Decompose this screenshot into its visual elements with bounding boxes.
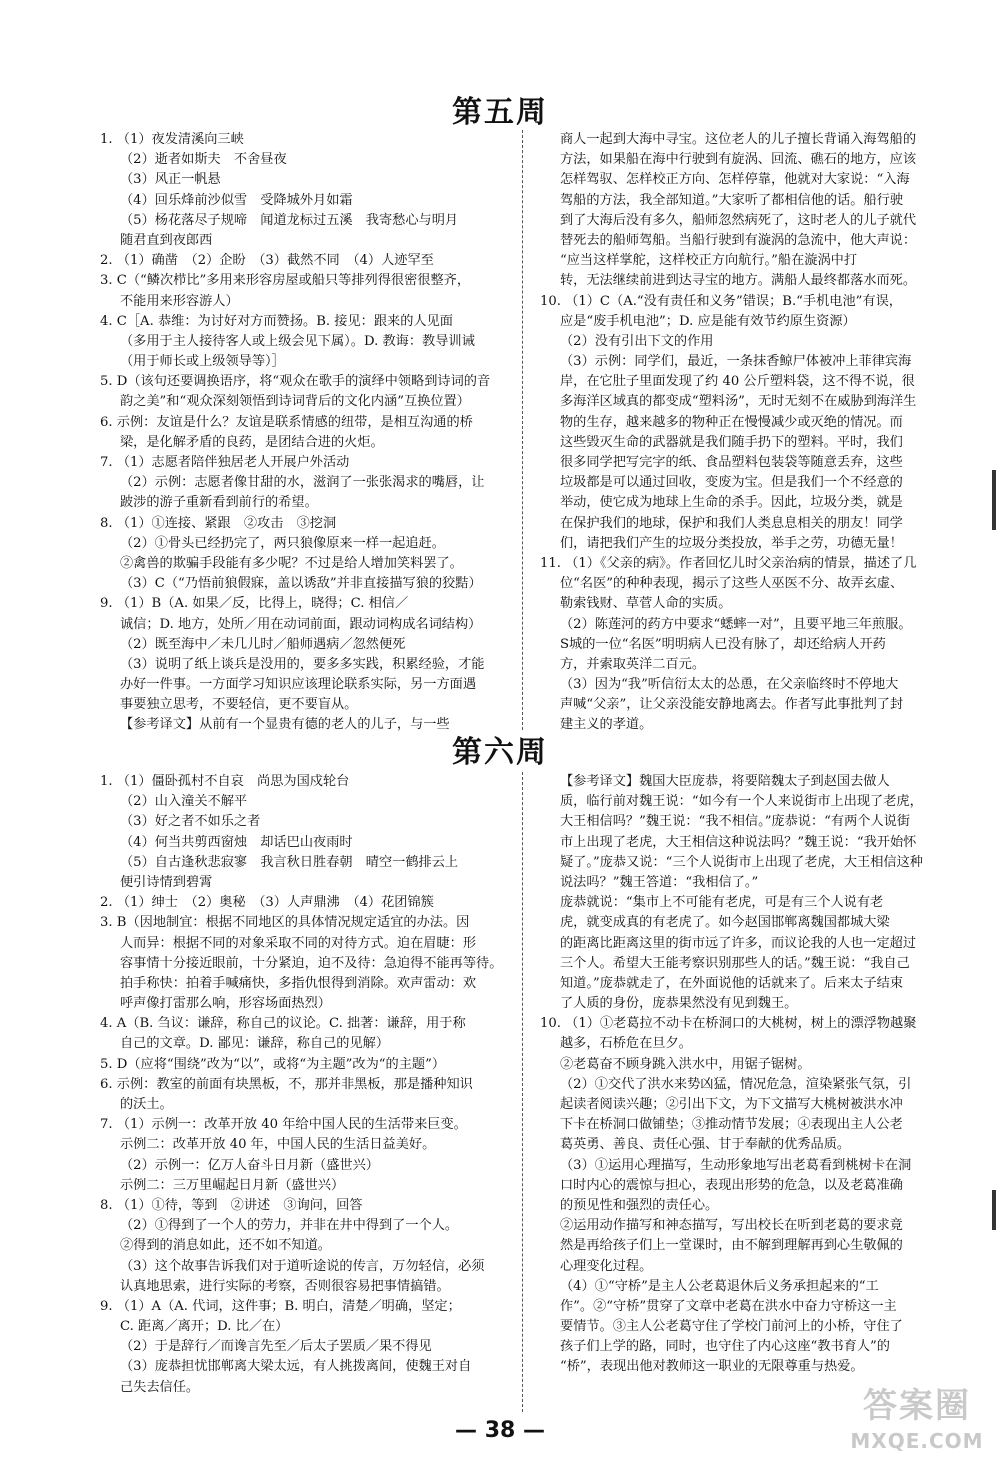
text-line: 7. （1）志愿者陪伴独居老人开展户外活动 — [100, 455, 350, 470]
text-line: 了人质的身份，庞恭果然没有见到魏王。 — [560, 996, 798, 1012]
text-line: 随君直到夜郎西 — [120, 232, 213, 248]
text-line: 然是再给孩子们上一堂课时，由不解到理解再到心生敬佩的 — [560, 1238, 903, 1254]
text-line: （多用于主人接待客人或上级会见下属）。D. 教诲：教导训诫 — [120, 333, 475, 349]
text-line: 4. A（B. 刍议：谦辞，称自己的议论。C. 拙著：谦辞，用于称 — [100, 1016, 466, 1032]
text-line: 心理变化过程。 — [560, 1258, 653, 1274]
watermark-logo — [842, 1382, 992, 1460]
text-line: 9. （1）A（A. 代词，这件事；B. 明白，清楚／明确，坚定； — [100, 1298, 461, 1314]
text-line: 自己的文章。D. 鄙见：谦辞，称自己的见解） — [120, 1036, 390, 1052]
text-line: 人而异：根据不同的对象采取不同的对待方式。迫在眉睫：形 — [120, 935, 477, 951]
text-line: “应当这样掌舵，这样校正方向航行。”船在漩涡中打 — [560, 253, 858, 269]
text-line: （3）风正一帆悬 — [120, 172, 221, 188]
text-line: 拍手称快：拍着手喊痛快，多指仇恨得到消除。欢声雷动：欢 — [120, 975, 477, 991]
week6-left-column — [100, 772, 505, 1398]
watermark-logo-text: 答案圈 — [863, 1386, 971, 1426]
text-line: 容事情十分接近眼前，十分紧迫，迫不及待：急迫得不能再等待。 — [120, 955, 503, 971]
edge-mark — [992, 1190, 996, 1230]
text-line: （5）杨花落尽子规啼 闻道龙标过五溪 我寄愁心与明月 — [120, 212, 459, 228]
text-line: 10. （1）①老葛拉不动卡在桥洞口的大桃树，树上的漂浮物越聚 — [540, 1016, 917, 1032]
text-line: 不能用来形容游人） — [120, 293, 239, 309]
text-line: ②得到的消息如此，还不如不知道。 — [120, 1238, 331, 1254]
text-line: S城的一位“名医”明明病人已没有脉了，却还给病人开药 — [560, 636, 886, 652]
text-line: 4. C［A. 恭维：为讨好对方而赞扬。B. 接见：跟来的人见面 — [100, 313, 453, 329]
text-line: （3）说明了纸上谈兵是没用的，要多多实践，积累经验，才能 — [120, 656, 485, 672]
text-line: 6. 示例：友谊是什么？友谊是联系情感的纽带，是相互沟通的桥 — [100, 414, 473, 430]
text-line: （2）①骨头已经扔完了，两只狼像原来一样一起追赶。 — [120, 535, 445, 551]
text-line: 6. 示例：教室的前面有块黑板，不，那并非黑板，那是播种知识 — [100, 1076, 473, 1092]
text-line: （3）庞恭担忧邯郸离大梁太远，有人挑拨离间，使魏王对自 — [120, 1359, 472, 1375]
text-line: （5）自古逢秋悲寂寥 我言秋日胜春朝 晴空一鹤排云上 — [120, 854, 459, 870]
text-line: 方法，如果船在海中行驶到有旋涡、回流、礁石的地方，应该 — [560, 152, 917, 168]
text-line: 事要独立思考，不要轻信，更不要盲从。 — [120, 697, 358, 713]
text-line: （2）示例：志愿者像甘甜的水，滋润了一张张渴求的嘴唇，让 — [120, 475, 485, 491]
text-line: 孩子们上学的路，同时，也守住了内心这座“教书育人”的 — [560, 1339, 890, 1355]
text-line: 跛涉的游子重新看到前行的希望。 — [120, 495, 318, 511]
text-line: 己失去信任。 — [120, 1379, 200, 1395]
text-line: 垃圾都是可以通过回收，变废为宝。但是我们一个不经意的 — [560, 475, 903, 491]
text-line: 8. （1）①待，等到 ②讲述 ③询问，回答 — [100, 1197, 363, 1213]
text-line: “桥”，表现出他对教师这一职业的无限尊重与热爱。 — [560, 1359, 864, 1375]
text-line: 怎样驾驭、怎样校正方向、怎样停靠，他就对大家说：“入海 — [560, 172, 910, 188]
text-line: 位“名医”的种种表现，揭示了这些人巫医不分、故弄玄虚、 — [560, 576, 904, 592]
text-line: 很多同学把写完字的纸、食品塑料包装袋等随意丢弃，这些 — [560, 455, 903, 470]
text-line: 起读者阅读兴趣；②引出下文，为下文描写大桃树被洪水冲 — [560, 1097, 903, 1112]
text-line: 们，请把我们产生的垃圾分类投放，举手之劳，功德无量！ — [560, 535, 903, 551]
text-line: 这些毁灭生命的武器就是我们随手扔下的塑料。平时，我们 — [560, 434, 903, 450]
text-line: 2. （1）确凿 （2）企盼 （3）截然不同 （4）人迹罕至 — [100, 253, 434, 269]
text-line: 大王相信吗？”魏王说：“我不相信。”庞恭说：“有两个人说街 — [560, 814, 911, 830]
text-line: 9. （1）B（A. 如果／反，比得上，晓得；C. 相信／ — [100, 596, 409, 612]
text-line: 3. C（“鳞次栉比”多用来形容房屋或船只等排列得很密很整齐， — [100, 273, 471, 289]
text-line: 方，并索取英洋二百元。 — [560, 656, 706, 672]
text-line: 三个人。希望大王能考察识别那些人的话。”魏王说：“我自己 — [560, 955, 910, 971]
text-line: 葛英勇、善良、责任心强、甘于奉献的优秀品质。 — [560, 1137, 851, 1153]
text-line: （用于师长或上级领导等）］ — [120, 354, 285, 370]
text-line: 的沃土。 — [120, 1097, 173, 1112]
text-line: 1. （1）僵卧孤村不自哀 尚思为国戍轮台 — [100, 774, 350, 789]
text-line: （2）于是辞行／而谗言先至／后太子罢质／果不得见 — [120, 1339, 432, 1355]
text-line: （2）没有引出下文的作用 — [560, 333, 714, 349]
text-line: 在保护我们的地球，保护和我们人类息息相关的朋友！同学 — [560, 515, 903, 531]
text-line: （3）这个故事告诉我们对于道听途说的传言，万勿轻信，必须 — [120, 1258, 485, 1274]
text-line: 11. （1）《父亲的病》。作者回忆儿时父亲治病的情景，描述了几 — [540, 555, 917, 571]
text-line: ②老葛奋不顾身跳入洪水中，用锯子锯树。 — [560, 1056, 811, 1072]
text-line: 认真地思索，进行实际的考察，否则很容易把事情搞错。 — [120, 1278, 450, 1294]
text-line: 2. （1）绅士 （2）奥秘 （3）人声鼎沸 （4）花团锦簇 — [100, 895, 434, 911]
column-divider — [522, 772, 523, 1412]
text-line: 建主义的孝道。 — [560, 717, 653, 733]
text-line: （3）①运用心理描写，生动形象地写出老葛看到桃树卡在洞 — [560, 1157, 912, 1173]
text-line: 办好一件事。一方面学习知识应该理论联系实际，另一方面遇 — [120, 677, 477, 693]
text-line: 声喊“父亲”，让父亲没能安静地离去。作者写此事批判了封 — [560, 697, 904, 713]
text-line: 的预见性和强烈的责任心。 — [560, 1197, 719, 1213]
text-line: （4）回乐烽前沙似雪 受降城外月如霜 — [120, 192, 353, 208]
text-line: （3）好之者不如乐之者 — [120, 814, 261, 830]
text-line: 诚信；D. 地方，处所／用在动词前面，跟动词构成名词结构） — [120, 616, 482, 632]
text-line: 口时内心的震惊与担心，表现出形势的危急，以及老葛准确 — [560, 1177, 903, 1193]
text-line: 10. （1）C（A.“没有责任和义务”错误；B.“手机电池”有误， — [540, 293, 902, 309]
column-divider — [522, 130, 523, 730]
text-line: 【参考译文】从前有一个显贵有德的老人的儿子，与一些 — [120, 717, 450, 733]
page-number: — 38 — — [455, 1418, 545, 1443]
text-line: 8. （1）①连接、紧跟 ②攻击 ③挖洞 — [100, 515, 337, 531]
text-line: 质，临行前对魏王说：“如今有一个人来说街市上出现了老虎， — [560, 794, 923, 810]
text-line: 3. B（因地制宜：根据不同地区的具体情况规定适宜的办法。因 — [100, 915, 470, 931]
text-line: （2）①交代了洪水来势凶猛，情况危急，渲染紧张气氛，引 — [560, 1076, 912, 1092]
week5-left-column — [100, 130, 505, 736]
text-line: 要情节。③主人公老葛守住了学校门前河上的小桥，守住了 — [560, 1319, 903, 1335]
text-line: 岸，在它肚子里面发现了约 40 公斤塑料袋，这不得不说，很 — [560, 374, 915, 390]
text-line: 7. （1）示例一：改革开放 40 年给中国人民的生活带来巨变。 — [100, 1117, 467, 1133]
text-line: 勒索钱财、草菅人命的实质。 — [560, 596, 732, 612]
text-line: 作”。②“守桥”贯穿了文章中老葛在洪水中奋力守桥这一主 — [560, 1298, 897, 1314]
week5-title: 第五周 — [452, 95, 548, 130]
text-line: （2）示例一：亿万人奋斗日月新（盛世兴） — [120, 1157, 379, 1173]
week6-title: 第六周 — [452, 735, 548, 770]
text-line: 1. （1）夜发清溪向三峡 — [100, 132, 244, 147]
text-line: 转，无法继续前进到达寻宝的地方。满船人最终都落水而死。 — [560, 273, 917, 289]
text-line: 疑了。”庞恭又说：“三个人说街市上出现了老虎，大王相信这种 — [560, 854, 923, 870]
text-line: 梁，是化解矛盾的良药，是团结合进的火炬。 — [120, 434, 384, 450]
watermark-url: MXQE.COM — [850, 1429, 984, 1453]
text-line: 物的生存，越来越多的物种正在慢慢减少或灭绝的情况。而 — [560, 414, 903, 430]
text-line: 说法吗？”魏王答道：“我相信了。” — [560, 874, 759, 890]
text-line: 5. D（应将“围绕”改为“以”，或将“为主题”改为“的主题”） — [100, 1056, 446, 1072]
week6-right-column — [540, 772, 960, 1378]
text-line: （3）C（“乃悟前狼假寐，盖以诱敌”并非直接描写狼的狡黠） — [120, 576, 482, 592]
text-line: （3）示例：同学们，最近，一条抹香鲸尸体被冲上菲律宾海 — [560, 354, 912, 370]
text-line: C. 距离／离开；D. 比／在） — [120, 1319, 289, 1335]
text-line: ②禽兽的欺骗手段能有多少呢？不过是给人增加笑料罢了。 — [120, 555, 463, 571]
text-line: 示例二：三万里崛起日月新（盛世兴） — [120, 1177, 345, 1193]
text-line: 庞恭就说：“集市上不可能有老虎，可是有三个人说有老 — [560, 895, 884, 911]
text-line: 便引诗情到碧霄 — [120, 874, 213, 890]
text-line: （4）何当共剪西窗烛 却话巴山夜雨时 — [120, 834, 353, 850]
text-line: 下卡在桥洞口做铺垫；③推动情节发展；④表现出主人公老 — [560, 1117, 903, 1133]
text-line: 越多，石桥危在旦夕。 — [560, 1036, 692, 1052]
text-line: （3）因为“我”听信衍太太的怂恿，在父亲临终时不停地大 — [560, 677, 899, 693]
text-line: ②运用动作描写和神态描写，写出校长在听到老葛的要求竟 — [560, 1218, 903, 1234]
text-line: （2）既至海中／未几儿时／船师遇病／忽然便死 — [120, 636, 406, 652]
text-line: 呼声像打雷那么响，形容场面热烈） — [120, 996, 331, 1012]
edge-mark — [992, 470, 996, 530]
text-line: （2）山入潼关不解平 — [120, 794, 248, 810]
text-line: （2）①得到了一个人的劳力，并非在井中得到了一个人。 — [120, 1218, 459, 1234]
text-line: 【参考译文】魏国大臣庞恭，将要陪魏太子到赵国去做人 — [560, 774, 890, 789]
text-line: 虎，就变成真的有老虎了。如今赵国邯郸离魏国都城大梁 — [560, 915, 890, 931]
text-line: 5. D（该句还要调换语序，将“观众在歌手的演绎中领略到诗词的音 — [100, 374, 491, 390]
text-line: 的距离比距离这里的街市远了许多，而议论我的人也一定超过 — [560, 935, 917, 951]
text-line: 到了大海后没有多久，船师忽然病死了，这时老人的儿子就代 — [560, 212, 917, 228]
text-line: 商人一起到大海中寻宝。这位老人的儿子擅长背诵入海驾船的 — [560, 132, 917, 147]
text-line: 市上出现了老虎，大王相信这种说法吗？”魏王说：“我开始怀 — [560, 834, 917, 850]
week5-right-column — [540, 130, 960, 736]
text-line: （2）逝者如斯夫 不舍昼夜 — [120, 152, 287, 168]
text-line: （2）陈莲河的药方中要求“蟋蟀一对”，且要平地三年煎服。 — [560, 616, 912, 632]
text-line: 驾船的方法，我全部知道。”大家听了都相信他的话。船行驶 — [560, 192, 904, 208]
text-line: 示例二：改革开放 40 年，中国人民的生活日益美好。 — [120, 1137, 436, 1153]
text-line: （4）①“守桥”是主人公老葛退休后义务承担起来的“工 — [560, 1278, 879, 1294]
text-line: 韵之美”和“观众深刻领悟到诗词背后的文化内涵”互换位置） — [120, 394, 470, 410]
text-line: 应是“废手机电池”；D. 应是能有效节约原生资源） — [560, 313, 856, 329]
text-line: 替死去的船师驾船。当船行驶到有漩涡的急流中，他大声说： — [560, 232, 917, 248]
text-line: 举动，使它成为地球上生命的杀手。因此，垃圾分类，就是 — [560, 495, 903, 511]
text-line: 知道。”庞恭就走了，在外面说他的话就来了。后来太子结束 — [560, 975, 904, 991]
text-line: 多海洋区域真的都变成“塑料汤”，无时无刻不在威胁到海洋生 — [560, 394, 917, 410]
